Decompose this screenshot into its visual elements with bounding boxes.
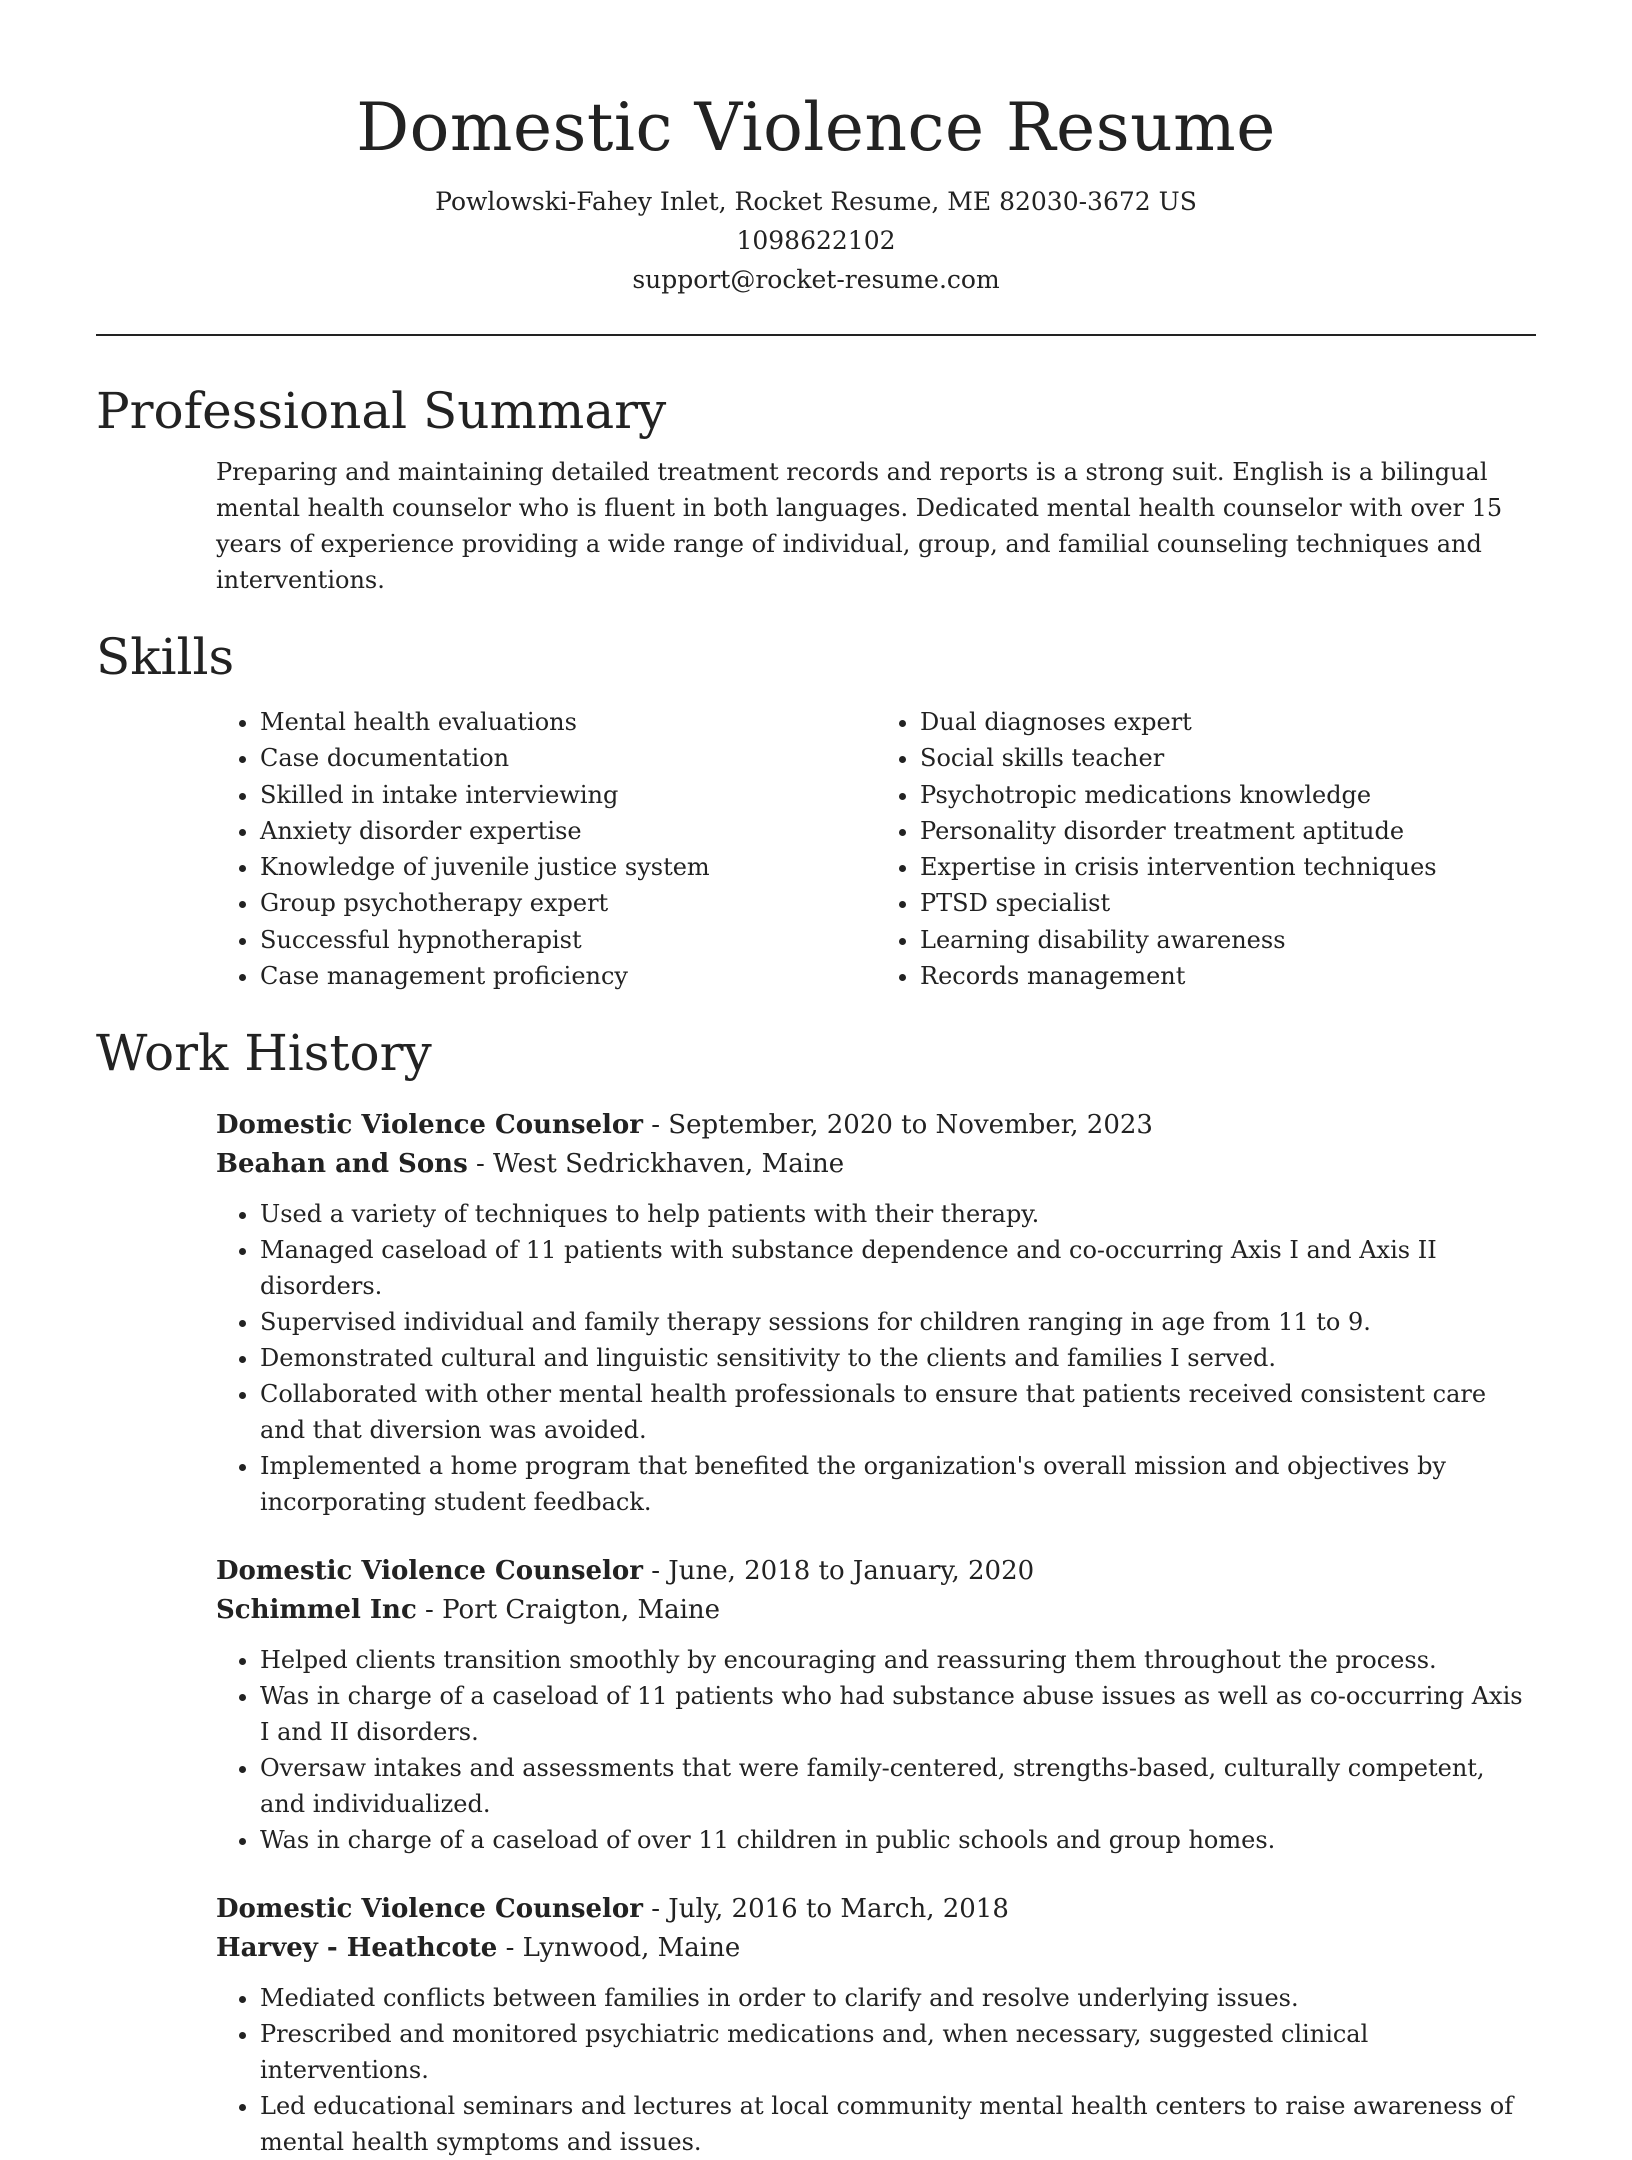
skills-column-left [216, 704, 876, 994]
job-duties [216, 1196, 1536, 1520]
duty-item: • Was in charge of a caseload of over 11 children in public schools and group homes. [260, 1822, 1536, 1858]
job-location: - West Sedrickhaven, Maine [467, 1149, 845, 1180]
job-location: - Port Craigton, Maine [416, 1595, 721, 1626]
job-duties [216, 1642, 1536, 1858]
skill-item: • Learning disability awareness [920, 922, 1536, 958]
duty-item: • Supervised individual and family therapy sessions for children ranging in age from 11 to 9. [260, 1304, 1536, 1340]
job-dates: - July, 2016 to March, 2018 [642, 1894, 1009, 1925]
job-duties [216, 1980, 1536, 2160]
header-divider [96, 334, 1536, 336]
job-dates: - September, 2020 to November, 2023 [642, 1110, 1153, 1141]
job-company-line [216, 1929, 1536, 1968]
duty-item: • Demonstrated cultural and linguistic sensitivity to the clients and families I served. [260, 1340, 1536, 1376]
job-role: Domestic Violence Counselor [216, 1556, 643, 1587]
duty-item: • Led educational seminars and lectures at local community mental health centers to raise awareness of mental health symptoms and issues. [260, 2088, 1536, 2160]
skill-item: • Knowledge of juvenile justice system [260, 849, 876, 885]
duty-item: • Mediated conflicts between families in order to clarify and resolve underlying issues. [260, 1980, 1536, 2016]
skill-item: • Group psychotherapy expert [260, 885, 876, 921]
skill-item: • Case management proficiency [260, 958, 876, 994]
skill-item: • Dual diagnoses expert [920, 704, 1536, 740]
duty-item: • Prescribed and monitored psychiatric medications and, when necessary, suggested clinical interventions. [260, 2016, 1536, 2088]
skill-item: • Mental health evaluations [260, 704, 876, 740]
contact-address: Powlowski-Fahey Inlet, Rocket Resume, ME 82030-3672 US [435, 187, 1197, 216]
duty-item: • Helped clients transition smoothly by encouraging and reassuring them throughout the process. [260, 1642, 1536, 1678]
resume-name: Domestic Violence Resume [356, 89, 1276, 166]
skill-item: • Psychotropic medications knowledge [920, 777, 1536, 813]
job-title-line [216, 1890, 1536, 1929]
skill-item: • PTSD specialist [920, 885, 1536, 921]
skill-item: • Skilled in intake interviewing [260, 777, 876, 813]
job-location: - Lynwood, Maine [497, 1933, 741, 1964]
summary-text: Preparing and maintaining detailed treatment records and reports is a strong suit. English is a bilingual mental health counselor who is fluent in both languages. Dedicated mental health counselor with over 15 years of experience providing a wide range of individual, group, and familial counseling techniques and interventions. [216, 458, 1503, 594]
job-dates: - June, 2018 to January, 2020 [642, 1556, 1035, 1587]
duty-item: • Managed caseload of 11 patients with substance dependence and co-occurring Axis I and Axis II disorders. [260, 1232, 1536, 1304]
job-role: Domestic Violence Counselor [216, 1894, 643, 1925]
skills-column-right [876, 704, 1536, 994]
contact-email: support@rocket-resume.com [632, 265, 1000, 294]
job-title-line [216, 1106, 1536, 1145]
job-company-line [216, 1145, 1536, 1184]
job-title-line [216, 1552, 1536, 1591]
duty-item: • Collaborated with other mental health professionals to ensure that patients received consistent care and that diversion was avoided. [260, 1376, 1536, 1448]
skill-item: • Successful hypnotherapist [260, 922, 876, 958]
work-history-heading: Work History [96, 1024, 432, 1083]
job-entry [216, 1106, 1536, 1520]
job-company: Harvey - Heathcote [216, 1933, 498, 1964]
duty-item: • Implemented a home program that benefited the organization's overall mission and objectives by incorporating student feedback. [260, 1448, 1536, 1520]
skill-item: • Social skills teacher [920, 740, 1536, 776]
skill-item: • Case documentation [260, 740, 876, 776]
job-company: Schimmel Inc [216, 1595, 417, 1626]
job-entry [216, 1890, 1536, 2160]
job-entry [216, 1552, 1536, 1858]
job-company-line [216, 1591, 1536, 1630]
summary-heading: Professional Summary [96, 382, 667, 440]
skills-list [216, 704, 1536, 994]
job-company: Beahan and Sons [216, 1149, 468, 1180]
duty-item: • Oversaw intakes and assessments that were family-centered, strengths-based, culturally competent, and individualized. [260, 1750, 1536, 1822]
duty-item: • Used a variety of techniques to help patients with their therapy. [260, 1196, 1536, 1232]
skill-item: • Records management [920, 958, 1536, 994]
job-role: Domestic Violence Counselor [216, 1110, 643, 1141]
resume-page [96, 0, 1536, 2160]
contact-block [96, 182, 1536, 299]
skills-heading: Skills [96, 628, 235, 686]
skill-item: • Expertise in crisis intervention techniques [920, 849, 1536, 885]
skill-item: • Anxiety disorder expertise [260, 813, 876, 849]
duty-item: • Was in charge of a caseload of 11 patients who had substance abuse issues as well as co-occurring Axis I and II disorders. [260, 1678, 1536, 1750]
contact-phone: 1098622102 [736, 226, 896, 255]
skill-item: • Personality disorder treatment aptitude [920, 813, 1536, 849]
